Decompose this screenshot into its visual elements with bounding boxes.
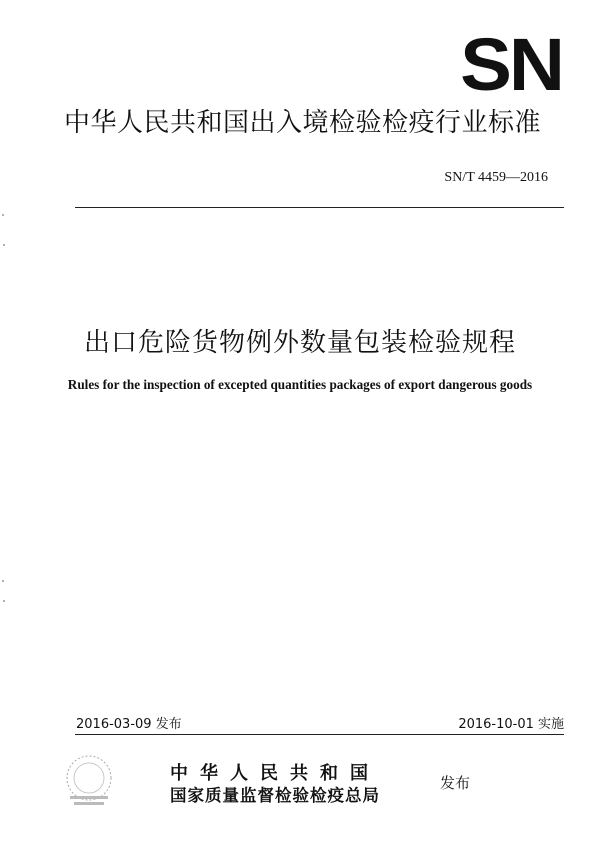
document-title-en: Rules for the inspection of excepted quantities packages of export dangerous goods bbox=[67, 377, 533, 392]
seal-stamp-icon bbox=[60, 752, 118, 810]
standard-number: SN/T 4459—2016 bbox=[444, 170, 548, 185]
top-divider bbox=[75, 207, 564, 208]
issuer-line-2: 国家质量监督检验检疫总局 bbox=[170, 786, 380, 805]
document-title-zh: 出口危险货物例外数量包装检验规程 bbox=[83, 328, 516, 358]
effective-date: 2016-10-01 实施 bbox=[458, 717, 564, 732]
bottom-divider bbox=[75, 734, 564, 735]
publish-label: 发布 bbox=[440, 774, 471, 792]
standard-category-title: 中华人民共和国出入境检验检疫行业标准 bbox=[64, 108, 542, 138]
issuer-line-1: 中华人民共和国 bbox=[170, 763, 380, 784]
sn-logo: SN bbox=[460, 23, 562, 106]
issue-date: 2016-03-09 发布 bbox=[76, 717, 182, 732]
